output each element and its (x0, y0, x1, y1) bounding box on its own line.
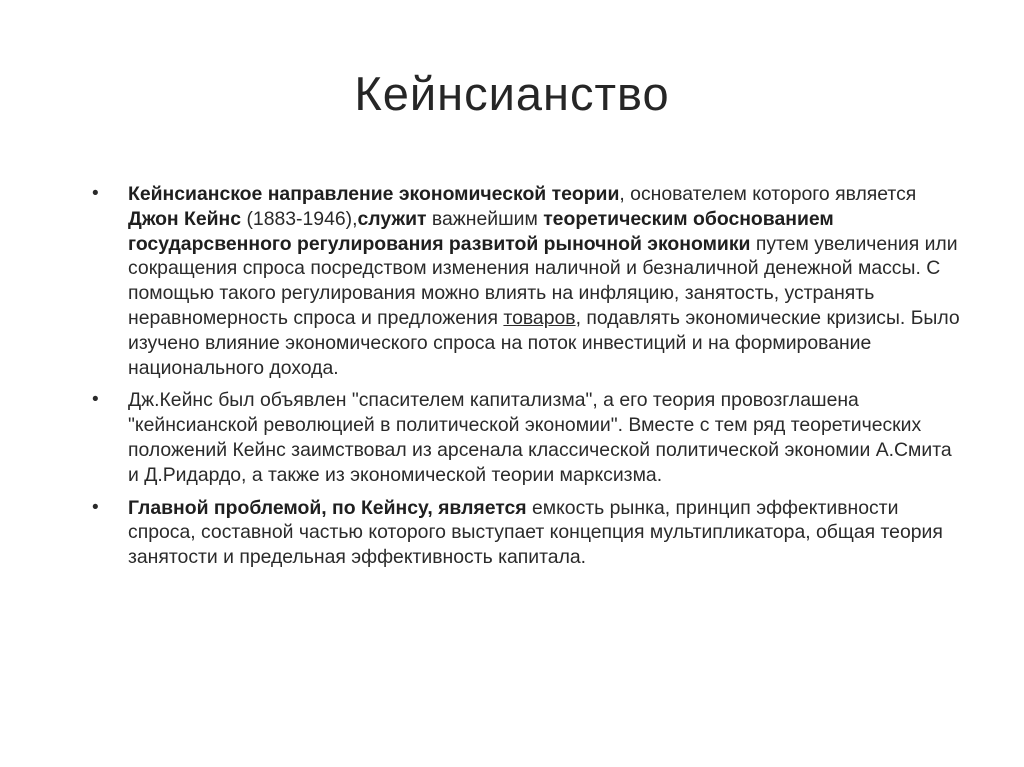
bullet-item (92, 182, 962, 380)
text-run: Дж.Кейнс был объявлен "спасителем капитализма", а его теория провозглашена "кейнсианской революцией в политической экономии". Вместе с тем ряд теоретических положений Кейнс заимствовал из арсенала классической политической экономии А.Смита и Д.Ридардо, а также из экономической теории марксизма. (128, 389, 952, 486)
bold-text: Кейнсианское направление экономической теории (128, 183, 620, 205)
text-run: , основателем которого является (619, 183, 917, 205)
text-run: путем увеличения или сокращения спроса посредством изменения наличной и безналичной денежной массы. С помощью такого регулирования можно влиять на инфляцию, занятость, устранять неравномерность спроса и предложения (128, 232, 958, 329)
bold-text: служит (357, 207, 427, 230)
slide-title: Кейнсианство (354, 67, 670, 120)
bold-text: Джон Кейнс (128, 207, 242, 230)
bold-text: Главной проблемой, по Кейнсу, является (128, 496, 527, 519)
text-run: емкость рынка, принцип эффективности спроса, составной частью которого выступает концепция мультипликатора, общая теория занятости и предельная эффективность капитала. (128, 496, 943, 569)
bold-text: теоретическим обоснованием государсвенного регулирования развитой рыночной экономики (128, 207, 834, 255)
goods-link[interactable]: товаров (503, 306, 576, 329)
text-run: важнейшим (426, 207, 544, 230)
bullet-text (128, 388, 962, 487)
bullet-text (128, 182, 962, 380)
text-run: (1883-1946), (241, 207, 358, 230)
bullet-dot-icon: • (92, 389, 99, 411)
bullet-item (92, 388, 962, 487)
text-run: , подавлять экономические кризисы. Было изучено влияние экономического спроса на поток инвестиций и на формирование национального дохода. (128, 306, 960, 379)
bullet-list (92, 182, 962, 578)
bullet-dot-icon: • (92, 496, 99, 518)
bullet-item (92, 496, 962, 570)
bullet-text (128, 496, 962, 570)
bullet-dot-icon: • (92, 183, 99, 204)
